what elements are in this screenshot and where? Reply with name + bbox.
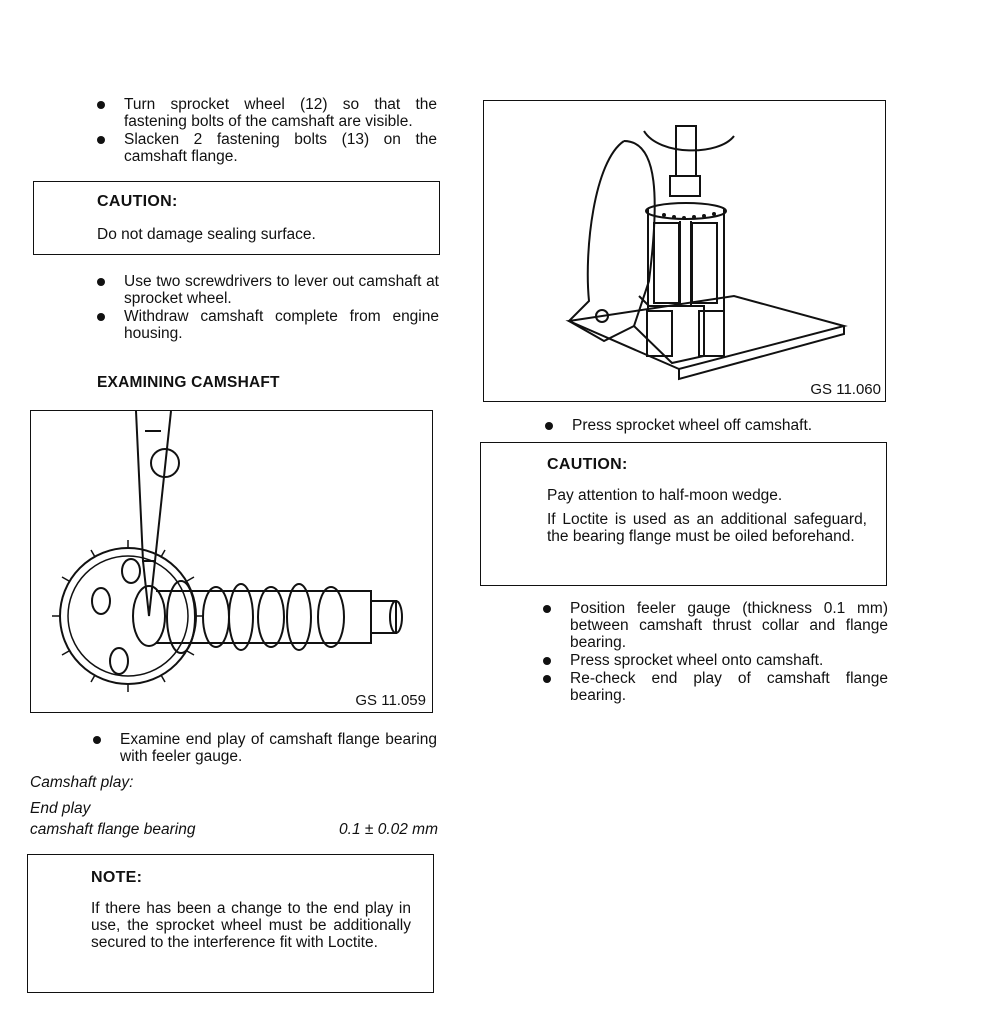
spec-line-1: End play xyxy=(30,800,91,817)
spec-heading: Camshaft play: xyxy=(30,774,134,791)
bullet-icon xyxy=(93,736,101,744)
spec-line-2-label: camshaft flange bearing xyxy=(30,821,196,838)
bullet-icon xyxy=(543,657,551,665)
press-sprocket-illustration xyxy=(484,101,884,401)
list-item: Press sprocket wheel onto camshaft. xyxy=(543,652,888,669)
note-text: If there has been a change to the end play in use, the sprocket wheel must be additionally secured to the interference fit with Loctite. xyxy=(91,900,411,951)
bullet-icon xyxy=(543,605,551,613)
figure-label: GS 11.060 xyxy=(810,381,881,398)
spec-line-2-value: 0.1 ± 0.02 mm xyxy=(339,821,438,838)
caution-title: CAUTION: xyxy=(97,193,178,210)
list-item: Re-check end play of camshaft flange bearing. xyxy=(543,670,888,704)
list-item: Slacken 2 fastening bolts (13) on the camshaft flange. xyxy=(97,131,437,165)
list-item: Press sprocket wheel off camshaft. xyxy=(545,417,885,434)
section-heading: EXAMINING CAMSHAFT xyxy=(97,374,280,391)
bullet-icon xyxy=(545,422,553,430)
bullet-icon xyxy=(97,136,105,144)
press-bullet-list xyxy=(545,417,885,435)
caution-text: Do not damage sealing surface. xyxy=(97,226,316,243)
note-title: NOTE: xyxy=(91,869,143,886)
figure-press-sprocket xyxy=(483,100,886,402)
caution-box-2 xyxy=(480,442,887,586)
bottom-bullet-list xyxy=(543,600,888,705)
bullet-icon xyxy=(97,278,105,286)
mid-bullet-list xyxy=(97,273,439,343)
figure-label: GS 11.059 xyxy=(355,692,426,709)
bullet-icon xyxy=(97,101,105,109)
figure-camshaft-gauge xyxy=(30,410,433,713)
list-item: Position feeler gauge (thickness 0.1 mm) between camshaft thrust collar and flange bearing. xyxy=(543,600,888,651)
camshaft-feeler-gauge-illustration xyxy=(31,411,431,711)
caution-text-2: If Loctite is used as an additional safeguard, the bearing flange must be oiled beforehand. xyxy=(547,511,867,545)
top-bullet-list xyxy=(97,96,437,166)
caution-text-1: Pay attention to half-moon wedge. xyxy=(547,487,783,504)
list-item: Use two screwdrivers to lever out camshaft at sprocket wheel. xyxy=(97,273,439,307)
examine-bullet-list xyxy=(93,731,437,766)
list-item: Withdraw camshaft complete from engine housing. xyxy=(97,308,439,342)
note-box xyxy=(27,854,434,993)
caution-box-1 xyxy=(33,181,440,255)
list-item: Turn sprocket wheel (12) so that the fastening bolts of the camshaft are visible. xyxy=(97,96,437,130)
bullet-icon xyxy=(97,313,105,321)
caution-title: CAUTION: xyxy=(547,456,628,473)
list-item: Examine end play of camshaft flange bearing with feeler gauge. xyxy=(93,731,437,765)
bullet-icon xyxy=(543,675,551,683)
